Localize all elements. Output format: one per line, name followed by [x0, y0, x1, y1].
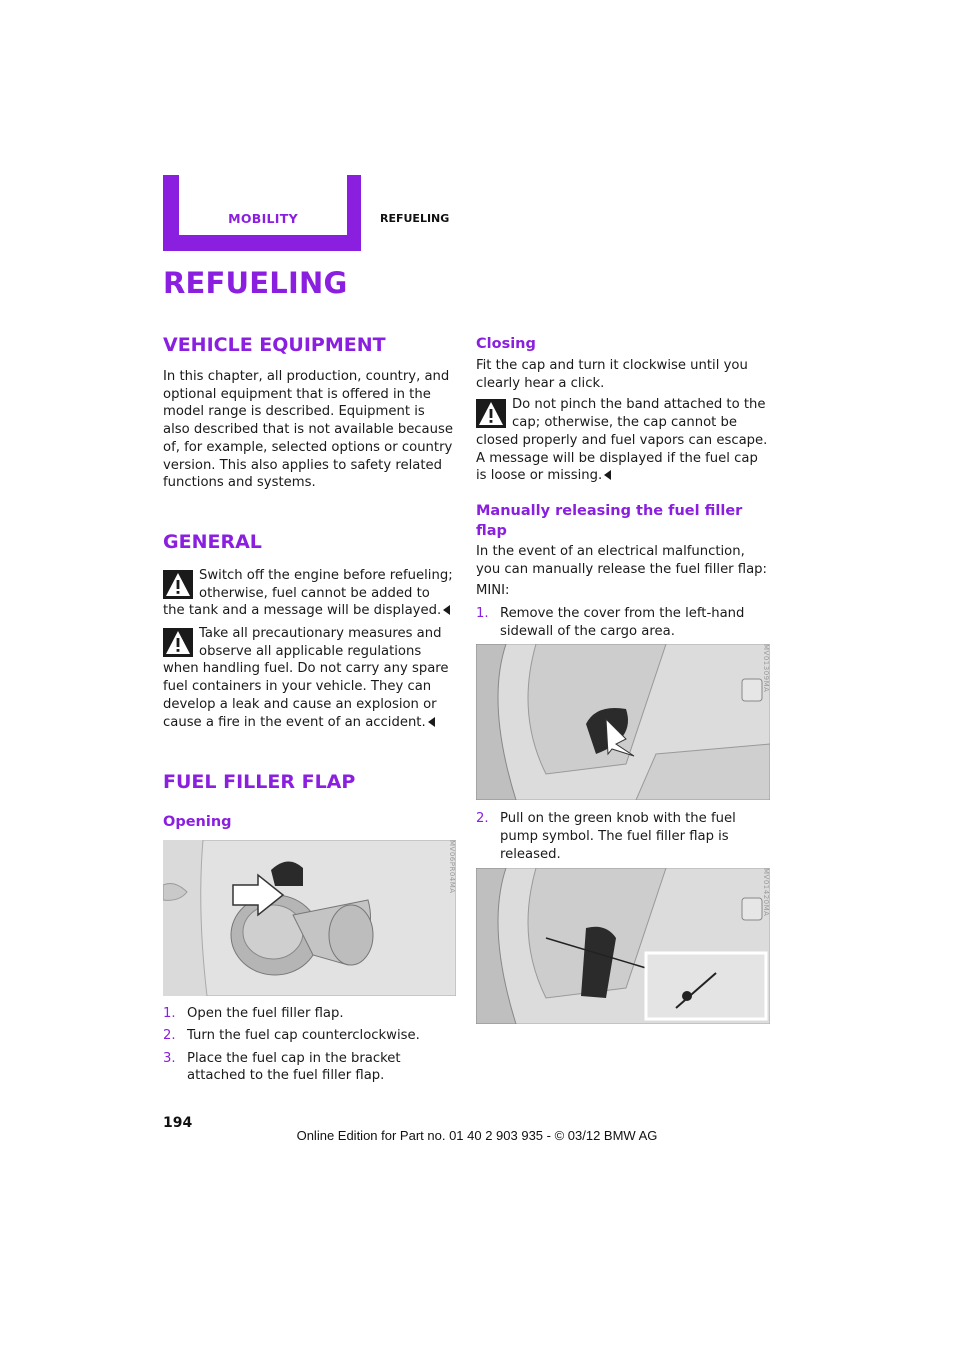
- closing-body: Fit the cap and turn it clockwise until you clearly hear a click.: [476, 358, 748, 391]
- release-step-1: [476, 605, 770, 640]
- list-item: [476, 605, 770, 640]
- closing-heading: Closing: [476, 336, 536, 352]
- step-number: 2.: [163, 1028, 176, 1044]
- warning-text: Do not pinch the band attached to the cap; otherwise, the cap cannot be closed properly and fuel vapors can escape. A message will be displayed if the fuel cap is loose or missing.: [476, 397, 768, 484]
- left-column: [163, 332, 455, 1085]
- warning-icon: [163, 628, 193, 657]
- warning-block: [163, 567, 455, 620]
- step-number: 1.: [476, 606, 489, 622]
- warning-text: Take all precautionary measures and observe all applicable regulations when handling fuel. Do not carry any spare fuel containers in your vehicle. They can develop a leak and cause an explosion or cause a fire in the event of an accident.: [163, 626, 449, 730]
- step-number: 2.: [476, 811, 489, 827]
- step-text: Pull on the green knob with the fuel pump symbol. The fuel filler flap is released.: [500, 811, 736, 862]
- end-mark-icon: [428, 717, 435, 727]
- page-number: 194: [163, 1115, 193, 1131]
- fuel-cap-drawing: [163, 840, 456, 996]
- end-mark-icon: [604, 470, 611, 480]
- breadcrumb: REFUELING: [380, 212, 450, 225]
- warning-icon: [163, 570, 193, 599]
- section-tab: [163, 175, 361, 251]
- list-item: [163, 1050, 455, 1085]
- step-number: 1.: [163, 1006, 176, 1022]
- warning-icon: [476, 399, 506, 428]
- figure-code: MV01309MA: [762, 644, 770, 693]
- step-text: Open the fuel filler flap.: [187, 1006, 344, 1022]
- step-text: Place the fuel cap in the bracket attached to the fuel filler flap.: [187, 1050, 401, 1084]
- section-tab-inner: [179, 175, 347, 235]
- step-text: Remove the cover from the left-hand sidewall of the cargo area.: [500, 606, 745, 639]
- cargo-cover-illustration: [476, 644, 770, 800]
- list-item: [163, 1027, 455, 1045]
- footer-edition: Online Edition for Part no. 01 40 2 903 935 - © 03/12 BMW AG: [296, 1128, 658, 1143]
- warning-block: [476, 396, 770, 485]
- figure-code: MV06PR04MA: [448, 840, 456, 894]
- right-column: [476, 334, 770, 1024]
- model-label: MINI:: [476, 583, 510, 599]
- manual-release-heading: Manually releasing the fuel filler flap: [476, 502, 743, 539]
- warning-block: [163, 625, 455, 731]
- vehicle-equipment-body: In this chapter, all production, country, and optional equipment that is offered in the model range is described. Equipment is also described that is not available because of, for example, selected options or country version. This also applies to safety related functions and systems.: [163, 369, 453, 491]
- general-heading: GENERAL: [163, 530, 262, 553]
- figure-code: MV01420MA: [762, 867, 770, 916]
- opening-steps: [163, 1005, 455, 1085]
- release-step-2: [476, 810, 770, 863]
- opening-heading: Opening: [163, 814, 232, 831]
- step-number: 3.: [163, 1050, 176, 1066]
- end-mark-icon: [443, 605, 450, 615]
- warning-text: Switch off the engine before refueling; otherwise, fuel cannot be added to the tank and a message will be displayed.: [163, 567, 453, 619]
- step-text: Turn the fuel cap counterclockwise.: [187, 1028, 420, 1044]
- page-title: REFUELING: [163, 266, 348, 300]
- green-knob-illustration: [476, 868, 770, 1024]
- fuel-filler-flap-heading: FUEL FILLER FLAP: [163, 771, 356, 794]
- section-tab-label: MOBILITY: [228, 211, 298, 226]
- fuel-cap-illustration: [163, 840, 456, 996]
- green-knob-drawing: [476, 868, 770, 1024]
- cargo-cover-drawing: [476, 644, 770, 800]
- list-item: [476, 810, 770, 863]
- manual-release-body: In the event of an electrical malfunction, you can manually release the fuel filler flap:: [476, 543, 768, 577]
- list-item: [163, 1005, 455, 1023]
- vehicle-equipment-heading: VEHICLE EQUIPMENT: [163, 334, 386, 356]
